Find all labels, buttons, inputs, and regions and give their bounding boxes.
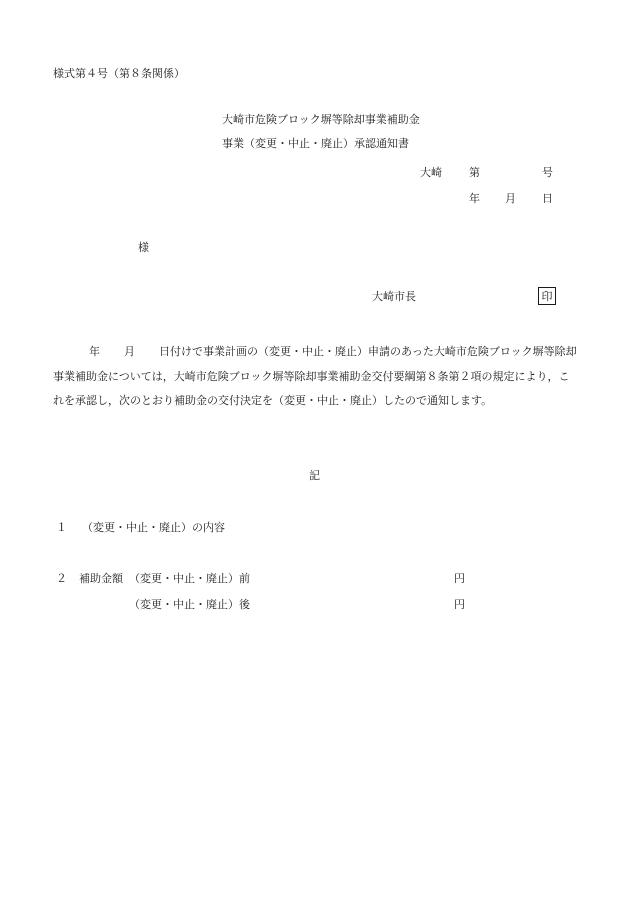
- form-number: 様式第４号（第８条関係）: [53, 67, 185, 80]
- doc-number-go: 号: [542, 166, 553, 179]
- body-month-label: 月: [124, 345, 135, 358]
- addressee-honorific: 様: [138, 241, 149, 254]
- body-year-label: 年: [89, 345, 100, 358]
- item1-number: １: [56, 521, 67, 534]
- item2-number: ２: [56, 572, 67, 585]
- amount-after-label: （変更・中止・廃止）後: [129, 598, 250, 611]
- amount-after-yen: 円: [454, 598, 465, 611]
- date-month-label: 月: [505, 192, 516, 205]
- date-year-label: 年: [469, 192, 480, 205]
- document-title-line2: 事業（変更・中止・廃止）承認通知書: [222, 137, 409, 150]
- doc-number-prefix: 大崎: [420, 166, 442, 179]
- amount-before-label: （変更・中止・廃止）前: [129, 572, 250, 585]
- item1-text: （変更・中止・廃止）の内容: [82, 521, 225, 534]
- body-text: 日付けで事業計画の（変更・中止・廃止）申請のあった大崎市危険ブロック塀等除却事業補助金については，大崎市危険ブロック塀等除却事業補助金交付要綱第８条第２項の規定により，これを承認し，次のとおり補助金の交付決定を（変更・中止・廃止）したので通知します。: [53, 345, 577, 407]
- seal-box: 印: [538, 287, 556, 305]
- doc-number-dai: 第: [469, 166, 480, 179]
- item2-label: 補助金額: [79, 572, 123, 585]
- date-day-label: 日: [542, 192, 553, 205]
- notice-body: [53, 340, 580, 414]
- amount-before-yen: 円: [454, 572, 465, 585]
- ki-heading: 記: [309, 469, 320, 482]
- document-title-line1: 大崎市危険ブロック塀等除却事業補助金: [222, 113, 420, 126]
- issuer-name: 大崎市長: [372, 290, 416, 303]
